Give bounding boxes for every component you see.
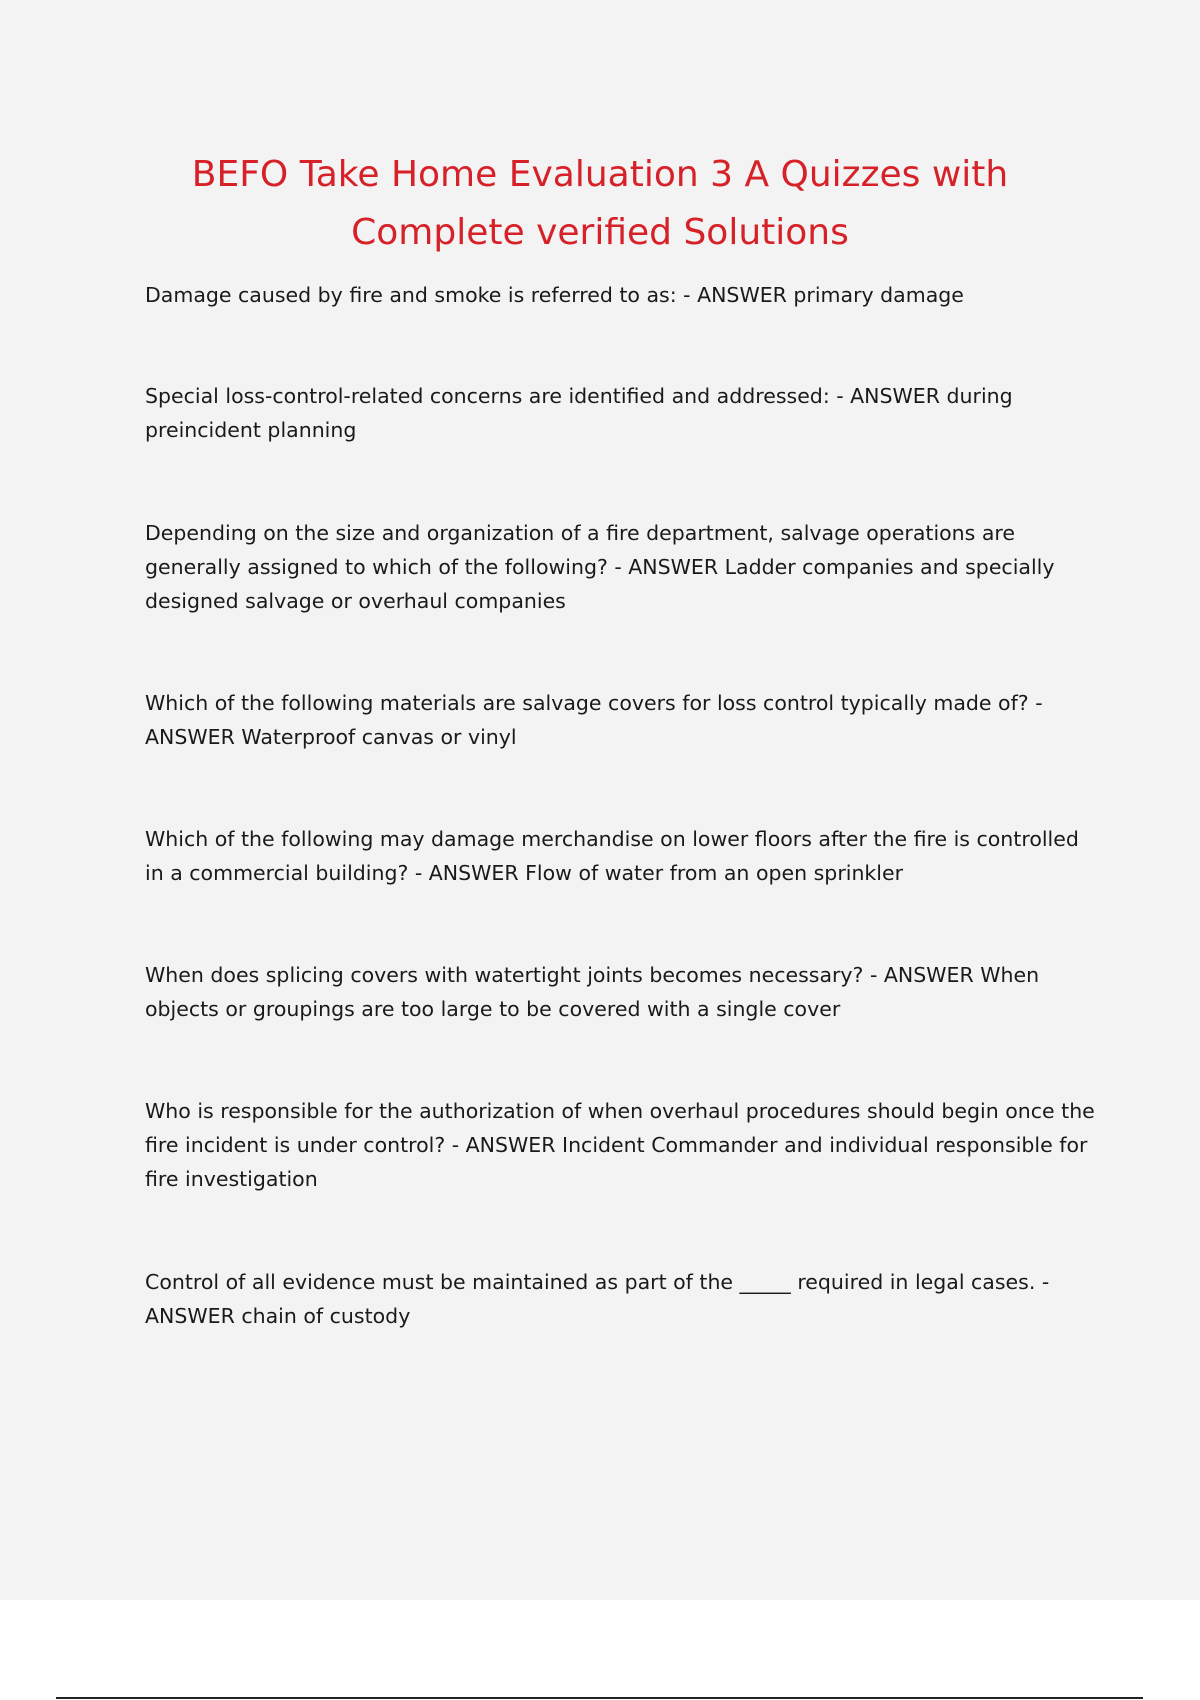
title-line-1: BEFO Take Home Evaluation 3 A Quizzes with	[191, 154, 1009, 195]
qa-item: Special loss-control-related concerns are identified and addressed: - ANSWER during preincident planning	[145, 384, 1013, 442]
qa-item: Control of all evidence must be maintained as part of the _____ required in legal cases. - ANSWER chain of custody	[145, 1270, 1050, 1328]
qa-item: Who is responsible for the authorization of when overhaul procedures should begin once the fire incident is under control? - ANSWER Incident Commander and individual responsible for fire investigation	[145, 1099, 1095, 1191]
qa-item: Which of the following materials are salvage covers for loss control typically made of? - ANSWER Waterproof canvas or vinyl	[145, 691, 1043, 749]
document-title	[100, 146, 1100, 262]
qa-item: When does splicing covers with watertight joints becomes necessary? - ANSWER When objects or groupings are too large to be covered with a single cover	[145, 963, 1040, 1021]
qa-item: Which of the following may damage merchandise on lower floors after the fire is controlled in a commercial building? - ANSWER Flow of water from an open sprinkler	[145, 827, 1079, 885]
title-line-2: Complete verified Solutions	[351, 212, 849, 253]
footer-divider	[56, 1697, 1143, 1699]
qa-item: Depending on the size and organization of a fire department, salvage operations are generally assigned to which of the following? - ANSWER Ladder companies and specially designed salvage or overhaul companies	[145, 521, 1055, 613]
qa-item: Damage caused by fire and smoke is referred to as: - ANSWER primary damage	[145, 283, 964, 307]
